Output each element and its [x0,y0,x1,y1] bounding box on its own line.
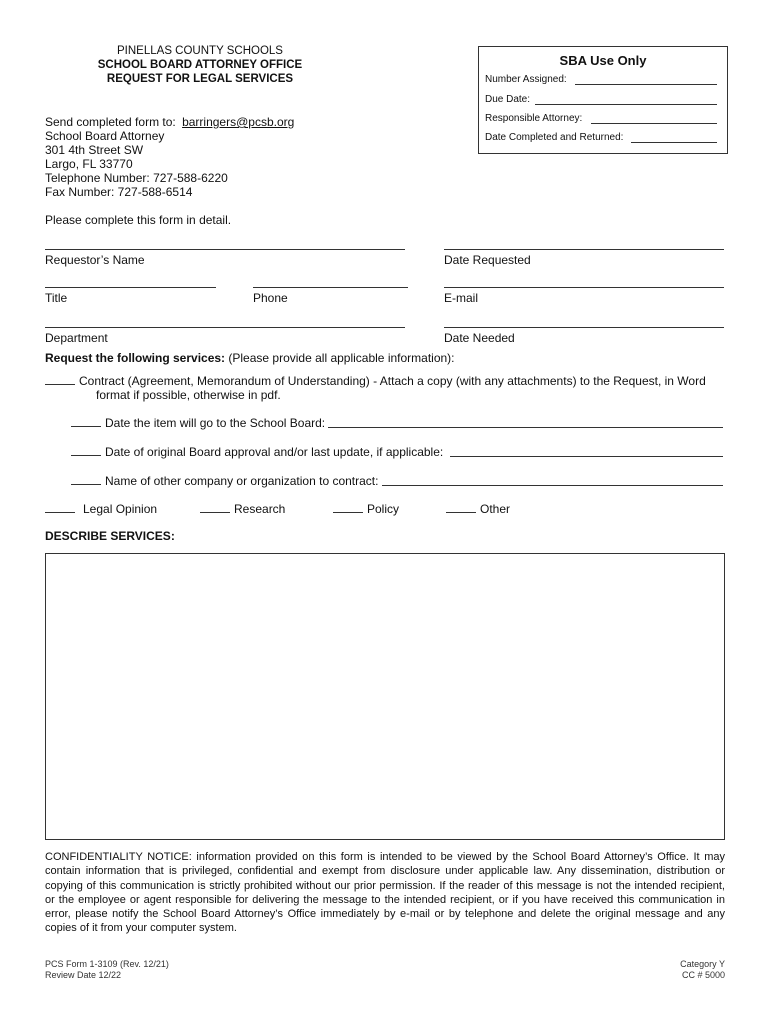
policy-check-line[interactable] [333,503,363,513]
option-other [446,502,510,516]
contract-option [45,374,706,388]
header-district: PINELLAS COUNTY SCHOOLS [117,45,283,57]
page-title: REQUEST FOR LEGAL SERVICES [106,73,294,85]
date-needed-field[interactable] [444,327,724,328]
requestor-name-field[interactable] [45,249,405,250]
phone-label: Phone [253,291,288,305]
date-requested-label: Date Requested [444,253,531,267]
other-check-line[interactable] [446,503,476,513]
describe-services-box[interactable] [45,553,725,840]
cc-number: CC # 5000 [681,970,725,980]
sba-responsible-attorney-field[interactable] [591,123,717,124]
sba-due-date-field[interactable] [535,104,717,105]
email-link[interactable]: barringers@pcsb.org [182,115,295,129]
services-heading-label: Request the following services: [45,351,226,365]
contract-format-note: format if possible, otherwise in pdf. [96,388,281,402]
fax-number: Fax Number: 727-588-6514 [45,185,193,199]
sba-responsible-attorney-label: Responsible Attorney: [485,113,583,124]
requestor-name-label: Requestor’s Name [45,253,145,267]
title-label: Title [45,291,68,305]
send-to-line [45,115,294,129]
approval-date-field[interactable] [450,456,723,457]
option-research [200,502,285,516]
sba-number-assigned-field[interactable] [575,84,717,85]
legal-opinion-check-line[interactable] [45,503,75,513]
approval-date-label: Date of original Board approval and/or last update, if applicable: [105,445,444,459]
sba-due-date-label: Due Date: [485,94,531,105]
category: Category Y [680,959,725,969]
sba-title: SBA Use Only [559,53,647,68]
other-label: Other [480,502,511,516]
policy-label: Policy [367,502,400,516]
telephone-number: Telephone Number: 727-588-6220 [45,171,228,185]
board-date-check-line[interactable] [71,417,101,427]
describe-services-heading: DESCRIBE SERVICES: [45,529,175,543]
office-name: School Board Attorney [45,129,165,143]
title-field[interactable] [45,287,216,288]
email-field[interactable] [444,287,724,288]
sba-date-completed-field[interactable] [631,142,717,143]
confidentiality-notice: CONFIDENTIALITY NOTICE: information provided on this form is intended to be viewed by the School Board Attorney’s Office. It may contain information that is privileged, confidential and exempt from disclosure under applicable law. Any dissemination, distribution or copying of this communication is strictly prohibited without our prior permission. If the reader of this message is not the intended recipient, or the employee or agent responsible for delivering the message to the intended recipient, or if you have received this communication in error, please notify the School Board Attorney’s Office immediately by e-mail or by telephone and delete the original message and any copies of it from your computer system. [45,851,725,935]
legal-opinion-label: Legal Opinion [83,502,158,516]
services-heading-note: (Please provide all applicable information): [228,351,455,365]
department-field[interactable] [45,327,405,328]
city-address: Largo, FL 33770 [45,157,133,171]
option-policy [333,502,399,516]
send-label: Send completed form to: [45,115,176,129]
research-label: Research [234,502,286,516]
sba-use-only-box [478,46,728,154]
department-label: Department [45,331,108,345]
option-legal-opinion [45,502,157,516]
board-date-field[interactable] [328,427,723,428]
date-requested-field[interactable] [444,249,724,250]
phone-field[interactable] [253,287,408,288]
contract-checkbox-line[interactable] [45,375,75,385]
other-company-field[interactable] [382,485,723,486]
email-label: E-mail [444,291,479,305]
header-office: SCHOOL BOARD ATTORNEY OFFICE [97,59,303,71]
other-company-label: Name of other company or organization to contract: [105,474,379,488]
services-heading [45,351,455,365]
approval-date-label-row [71,445,443,459]
instructions: Please complete this form in detail. [45,213,232,227]
board-date-label: Date the item will go to the School Board: [105,416,326,430]
date-needed-label: Date Needed [444,331,515,345]
contract-label: Contract (Agreement, Memorandum of Understanding) - Attach a copy (with any attachments) to the Request, in Word [79,374,706,388]
research-check-line[interactable] [200,503,230,513]
sba-number-assigned-label: Number Assigned: [485,74,567,85]
street-address: 301 4th Street SW [45,143,144,157]
other-company-check-line[interactable] [71,475,101,485]
review-date: Review Date 12/22 [45,970,122,980]
sba-date-completed-label: Date Completed and Returned: [485,132,624,143]
form-id: PCS Form 1-3109 (Rev. 12/21) [45,959,169,969]
approval-date-check-line[interactable] [71,446,101,456]
board-date-label-row [71,416,325,430]
other-company-label-row [71,474,378,488]
